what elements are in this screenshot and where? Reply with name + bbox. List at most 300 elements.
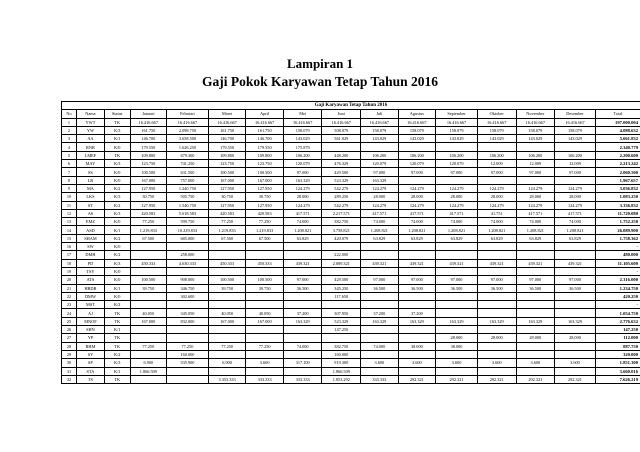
column-header: Agustus [398, 110, 436, 118]
column-header: Juli [361, 110, 399, 118]
table-cell: 13 [62, 218, 77, 226]
table-cell: SW [77, 243, 105, 251]
total-cell: - [595, 301, 640, 309]
table-cell [398, 292, 436, 300]
table-cell: 97.000 [555, 168, 596, 176]
table-cell: 40.050 [130, 309, 166, 317]
table-cell: 40.050 [246, 309, 284, 317]
table-cell: TK [104, 375, 130, 383]
table-row [62, 209, 640, 217]
table-cell: 124.279 [398, 184, 436, 192]
table-cell: 317.100 [283, 359, 322, 367]
table-cell: 4.630.333 [167, 259, 209, 267]
table-cell [477, 267, 516, 275]
table-cell: 523.329 [322, 176, 361, 184]
table-cell: YW [77, 126, 105, 134]
table-cell: 12.009 [555, 160, 596, 168]
table-cell: 127.950 [246, 184, 284, 192]
table-cell: SHAM [77, 234, 105, 242]
table-cell [555, 292, 596, 300]
table-cell: 123.750 [246, 160, 284, 168]
table-cell: 74.000 [398, 218, 436, 226]
table-cell [516, 342, 555, 350]
table-cell [283, 301, 322, 309]
total-cell: 1.967.657 [595, 176, 640, 184]
column-header: Oktober [477, 110, 516, 118]
table-cell [436, 292, 478, 300]
table-row [62, 334, 640, 342]
table-cell [516, 176, 555, 184]
table-cell: 439.321 [516, 259, 555, 267]
table-cell: 30.750 [130, 193, 166, 201]
table-cell [477, 350, 516, 358]
table-cell: 77.250 [208, 342, 246, 350]
table-cell: K/0 [104, 267, 130, 275]
table-cell: 163.329 [555, 317, 596, 325]
table-cell [167, 367, 209, 375]
table-cell: 158.079 [398, 126, 436, 134]
table-cell: 127.950 [208, 201, 246, 209]
salary-table [61, 101, 640, 384]
table-cell: 292.321 [477, 375, 516, 383]
table-cell: 420.583 [246, 209, 284, 217]
table-cell: 36.500 [516, 284, 555, 292]
table-cell: 439.321 [477, 259, 516, 267]
column-header: September [436, 110, 478, 118]
table-cell: 28.000 [477, 334, 516, 342]
table-row [62, 234, 640, 242]
column-header: Mei [283, 110, 322, 118]
table-row [62, 350, 640, 358]
table-cell: 345.250 [322, 284, 361, 292]
table-cell: 120.079 [283, 160, 322, 168]
total-cell: 3.036.832 [595, 184, 640, 192]
table-cell: 167.000 [246, 317, 284, 325]
table-cell: 163.329 [361, 317, 399, 325]
table-cell: 417.571 [516, 209, 555, 217]
table-cell: 1.208.821 [361, 226, 399, 234]
table-cell: 28.000 [516, 193, 555, 201]
table-cell: K/0 [104, 176, 130, 184]
total-cell: 7.626.219 [595, 375, 640, 383]
column-header: April [246, 110, 284, 118]
table-cell: SP [77, 359, 105, 367]
table-cell: 21 [62, 284, 77, 292]
table-cell [436, 309, 478, 317]
table-cell: 37.200 [361, 309, 399, 317]
table-cell: K/2 [104, 234, 130, 242]
table-cell [477, 143, 516, 151]
table-cell: 476.329 [322, 160, 361, 168]
table-row [62, 226, 640, 234]
table-row [62, 326, 640, 334]
table-cell [361, 251, 399, 259]
table-cell: 179.550 [246, 143, 284, 151]
table-cell: 30 [62, 359, 77, 367]
table-cell: EMZ [77, 218, 105, 226]
table-cell [246, 243, 284, 251]
table-row [62, 160, 640, 168]
table-cell: 63.829 [283, 234, 322, 242]
table-cell: 28 [62, 342, 77, 350]
table-cell: 28.000 [283, 193, 322, 201]
table-cell: K/1 [104, 326, 130, 334]
table-cell: TK [104, 334, 130, 342]
table-cell [436, 326, 478, 334]
table-cell [361, 350, 399, 358]
table-cell: 25 [62, 317, 77, 325]
table-cell: 292.321 [516, 375, 555, 383]
table-cell: 28.000 [436, 193, 478, 201]
table-cell [322, 334, 361, 342]
table-cell [516, 309, 555, 317]
table-cell: 106.200 [436, 151, 478, 159]
table-cell: 146.700 [246, 135, 284, 143]
table-cell: 382.750 [322, 218, 361, 226]
table-row [62, 243, 640, 251]
table-cell: MST [77, 301, 105, 309]
table-row [62, 218, 640, 226]
table-cell: 106.200 [283, 151, 322, 159]
table-cell [322, 143, 361, 151]
table-cell: 28.000 [477, 193, 516, 201]
table-cell [555, 143, 596, 151]
table-cell: DMW [77, 292, 105, 300]
table-cell: TK [104, 342, 130, 350]
table-cell: HBDB [77, 284, 105, 292]
table-cell: TK [104, 118, 130, 126]
table-cell: 1.219.833 [208, 226, 246, 234]
table-cell: K/2 [104, 251, 130, 259]
table-cell: 1.626.250 [167, 143, 209, 151]
table-cell: 74.000 [283, 342, 322, 350]
table-cell: 28.000 [436, 334, 478, 342]
table-cell: 163.329 [398, 317, 436, 325]
table-cell: 1.208.821 [283, 226, 322, 234]
table-cell [130, 301, 166, 309]
table-cell: AA [77, 135, 105, 143]
table-cell: 23 [62, 301, 77, 309]
table-cell: 158.079 [361, 126, 399, 134]
total-cell: 3.660.016 [595, 367, 640, 375]
table-cell: 63.829 [477, 234, 516, 242]
table-cell: 12.009 [477, 160, 516, 168]
table-cell: 3.600 [555, 359, 596, 367]
table-cell: 106.200 [398, 151, 436, 159]
table-cell [167, 243, 209, 251]
table-cell: 158.079 [283, 126, 322, 134]
table-caption: Gaji Karyawan Tetap Tahun 2016 [62, 102, 640, 110]
table-cell [477, 292, 516, 300]
table-row [62, 292, 640, 300]
table-cell: 74.000 [361, 342, 399, 350]
table-row [62, 301, 640, 309]
table-cell: 100.500 [246, 168, 284, 176]
table-cell: 1.208.821 [436, 226, 478, 234]
table-cell [361, 243, 399, 251]
table-cell [555, 350, 596, 358]
total-cell: - [595, 267, 640, 275]
table-row [62, 118, 640, 126]
column-header: Januari [130, 110, 166, 118]
table-cell [398, 326, 436, 334]
total-cell: 3.336.832 [595, 201, 640, 209]
table-cell: 17 [62, 251, 77, 259]
table-row [62, 135, 640, 143]
table-row [62, 375, 640, 383]
table-cell: K/1 [104, 135, 130, 143]
table-cell: K/3 [104, 209, 130, 217]
table-cell: 18 [62, 259, 77, 267]
table-cell: 124.279 [436, 201, 478, 209]
table-cell: 599.750 [167, 218, 209, 226]
table-cell: 143.029 [555, 135, 596, 143]
table-cell: TK [104, 309, 130, 317]
table-cell: 3.658.500 [167, 135, 209, 143]
table-cell: 3.353.333 [208, 375, 246, 383]
table-cell: 5.618.583 [167, 209, 209, 217]
table-cell [167, 326, 209, 334]
table-cell [283, 292, 322, 300]
table-cell: 3.600 [361, 359, 399, 367]
total-cell: 2.060.500 [595, 168, 640, 176]
table-cell [208, 251, 246, 259]
table-cell [167, 267, 209, 275]
table-cell: 109.800 [208, 151, 246, 159]
table-cell: 77.250 [167, 342, 209, 350]
table-cell: 63.829 [555, 234, 596, 242]
total-cell: 2.200.600 [595, 151, 640, 159]
table-cell [516, 292, 555, 300]
table-cell: ATS [77, 276, 105, 284]
table-cell [436, 350, 478, 358]
table-cell: SHN [77, 326, 105, 334]
table-cell: 97.000 [361, 276, 399, 284]
table-cell [516, 367, 555, 375]
table-cell: 1.866.509 [130, 367, 166, 375]
table-cell [246, 251, 284, 259]
table-cell: 508.079 [322, 126, 361, 134]
table-cell [208, 292, 246, 300]
table-row [62, 193, 640, 201]
table-cell: 333.333 [246, 375, 284, 383]
table-cell: K/3 [104, 193, 130, 201]
table-cell [555, 301, 596, 309]
table-cell: 542.279 [322, 201, 361, 209]
table-cell: K/1 [104, 226, 130, 234]
table-cell: K/2 [104, 201, 130, 209]
table-cell: 9 [62, 184, 77, 192]
table-cell [398, 267, 436, 275]
table-cell [130, 251, 166, 259]
table-cell: 346.750 [167, 284, 209, 292]
table-cell: 307.950 [322, 309, 361, 317]
table-cell [361, 367, 399, 375]
table-cell [361, 301, 399, 309]
table-cell [208, 301, 246, 309]
table-cell: 97.000 [436, 168, 478, 176]
table-cell: 908.000 [167, 276, 209, 284]
table-cell [322, 267, 361, 275]
table-cell [555, 309, 596, 317]
table-cell: 39.750 [130, 284, 166, 292]
column-header: Februari [167, 110, 209, 118]
table-cell: 97.000 [398, 276, 436, 284]
table-cell [516, 267, 555, 275]
table-cell: MAY [77, 160, 105, 168]
table-cell: 24 [62, 309, 77, 317]
table-cell: 757.000 [167, 176, 209, 184]
table-cell: 161.750 [130, 126, 166, 134]
table-cell [516, 143, 555, 151]
table-cell: 919.300 [322, 359, 361, 367]
table-cell: K/2 [104, 184, 130, 192]
table-cell: 1.208.821 [398, 226, 436, 234]
table-cell: 106.200 [555, 151, 596, 159]
total-cell: 5.661.832 [595, 135, 640, 143]
table-cell [130, 267, 166, 275]
table-cell: 97.000 [477, 168, 516, 176]
table-cell [516, 350, 555, 358]
table-cell: 179.550 [130, 143, 166, 151]
total-cell: 420.250 [595, 292, 640, 300]
table-cell [208, 367, 246, 375]
table-header-row [62, 110, 640, 118]
table-cell: MNOF [77, 317, 105, 325]
table-cell: 1.208.821 [516, 226, 555, 234]
column-header: Status [104, 110, 130, 118]
table-cell: K/1 [104, 284, 130, 292]
table-cell: 16.416.667 [322, 118, 361, 126]
table-cell: 292.321 [555, 375, 596, 383]
table-cell: 37.200 [283, 309, 322, 317]
table-cell [246, 267, 284, 275]
table-cell: K/0 [104, 276, 130, 284]
table-cell: 163.329 [516, 317, 555, 325]
total-cell: 1.083.250 [595, 193, 640, 201]
table-cell: 40.050 [208, 309, 246, 317]
table-cell [246, 326, 284, 334]
table-body [62, 118, 640, 384]
total-cell: 26.089.900 [595, 226, 640, 234]
table-cell: 63.829 [436, 234, 478, 242]
column-header: Total [595, 110, 640, 118]
table-cell: 542.279 [322, 184, 361, 192]
table-cell: 106.200 [477, 151, 516, 159]
table-cell: 20 [62, 276, 77, 284]
table-cell: 28.000 [555, 334, 596, 342]
table-cell: 1 [62, 118, 77, 126]
table-cell [516, 243, 555, 251]
total-cell: 480.000 [595, 251, 640, 259]
table-cell: 3.600 [477, 359, 516, 367]
table-cell: 8 [62, 176, 77, 184]
total-cell: 1.851.300 [595, 359, 640, 367]
table-cell: K/0 [104, 218, 130, 226]
table-cell: 417.571 [555, 209, 596, 217]
table-cell: K/0 [104, 292, 130, 300]
table-cell: 333.333 [283, 375, 322, 383]
table-cell: ST [77, 201, 105, 209]
table-cell [398, 350, 436, 358]
table-cell: 63.829 [361, 234, 399, 242]
table-cell [477, 326, 516, 334]
table-cell: 1.866.509 [322, 367, 361, 375]
table-cell: 124.279 [477, 201, 516, 209]
table-cell: 3 [62, 135, 77, 143]
table-cell: 439.321 [361, 259, 399, 267]
table-cell: 74.000 [555, 218, 596, 226]
table-row [62, 251, 640, 259]
table-cell: 345.050 [167, 309, 209, 317]
table-cell: 16.416.667 [283, 118, 322, 126]
table-cell: K/1 [104, 367, 130, 375]
table-cell [130, 243, 166, 251]
table-cell: 631.500 [167, 168, 209, 176]
table-cell: 146.700 [130, 135, 166, 143]
table-cell: YP [77, 334, 105, 342]
table-cell [283, 251, 322, 259]
table-cell: 97.000 [555, 276, 596, 284]
table-cell: 439.321 [283, 259, 322, 267]
table-cell: 143.029 [477, 135, 516, 143]
table-cell: 16.416.667 [130, 118, 166, 126]
table-cell: 160.000 [167, 350, 209, 358]
table-cell: 36.500 [477, 284, 516, 292]
table-cell: 161.750 [208, 126, 246, 134]
table-cell: SY [77, 350, 105, 358]
table-cell: 16.416.667 [208, 118, 246, 126]
table-cell: 124.279 [361, 184, 399, 192]
table-row [62, 126, 640, 134]
table-cell: 167.000 [246, 176, 284, 184]
table-cell: 143.029 [436, 135, 478, 143]
total-cell: 1.758.362 [595, 234, 640, 242]
table-row [62, 151, 640, 159]
table-cell: 16.416.667 [436, 118, 478, 126]
table-cell: 63.829 [398, 234, 436, 242]
table-cell: 97.000 [516, 276, 555, 284]
table-cell [436, 251, 478, 259]
table-cell: 124.279 [477, 184, 516, 192]
table-cell [436, 301, 478, 309]
table-cell: 450.333 [246, 259, 284, 267]
table-cell: 27 [62, 334, 77, 342]
table-cell: 417.571 [361, 209, 399, 217]
table-cell: K/3 [104, 259, 130, 267]
table-cell: 1.853.292 [322, 375, 361, 383]
table-cell: AJ [77, 309, 105, 317]
table-cell: 32 [62, 375, 77, 383]
table-row [62, 309, 640, 317]
table-cell: 143.029 [283, 135, 322, 143]
table-cell [246, 350, 284, 358]
total-cell: 147.250 [595, 326, 640, 334]
table-cell [477, 342, 516, 350]
table-cell [436, 367, 478, 375]
table-cell: LMEF [77, 151, 105, 159]
table-cell [555, 176, 596, 184]
table-cell [130, 326, 166, 334]
table-cell [361, 143, 399, 151]
table-cell [283, 367, 322, 375]
table-cell [283, 267, 322, 275]
table-cell [477, 367, 516, 375]
table-row [62, 176, 640, 184]
appendix-label: Lampiran 1 [286, 56, 354, 71]
table-cell: 123.750 [130, 160, 166, 168]
table-cell: RHM [77, 342, 105, 350]
